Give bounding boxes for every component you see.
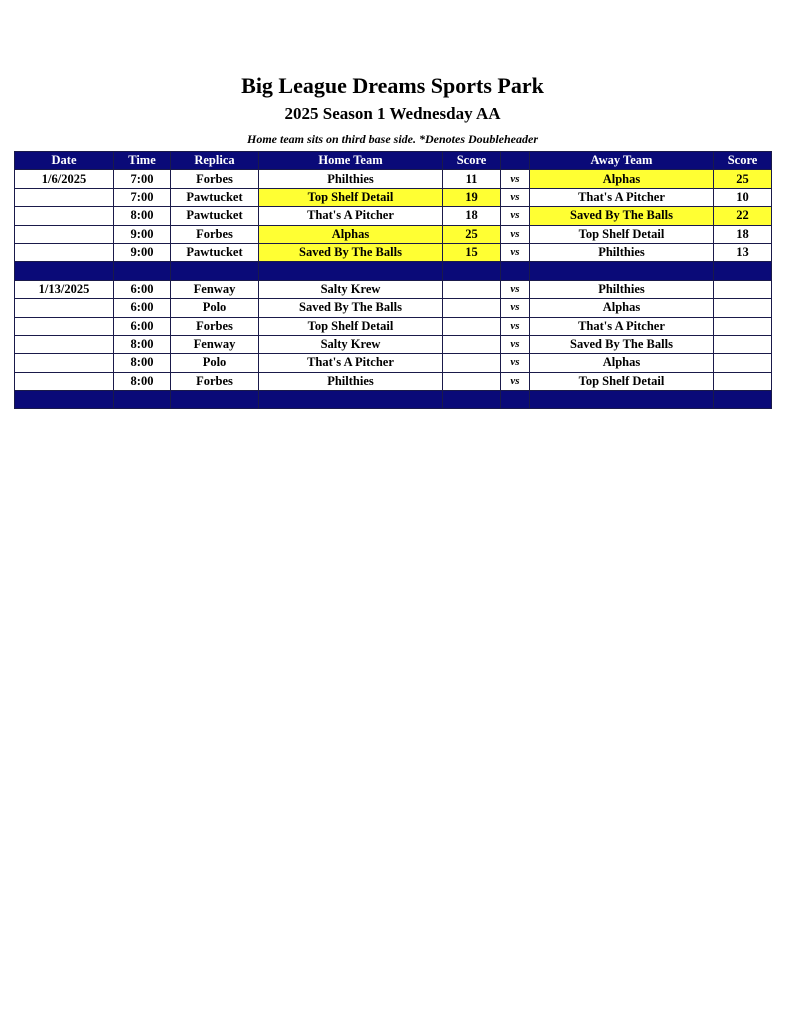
replica-cell: Forbes (171, 225, 259, 243)
replica-cell: Forbes (171, 170, 259, 188)
vs-cell: vs (501, 372, 530, 390)
date-cell (15, 299, 114, 317)
home-score-cell: 19 (443, 188, 501, 206)
time-cell: 9:00 (114, 243, 171, 261)
home-team-cell: Alphas (259, 225, 443, 243)
away-score-cell: 13 (714, 243, 772, 261)
separator-cell (443, 391, 501, 409)
date-cell (15, 317, 114, 335)
separator-cell (171, 262, 259, 280)
away-team-cell: Alphas (530, 299, 714, 317)
separator-cell (530, 262, 714, 280)
home-team-cell: Top Shelf Detail (259, 188, 443, 206)
column-header-away-team: Away Team (530, 152, 714, 170)
home-team-cell: Philthies (259, 372, 443, 390)
away-score-cell (714, 280, 772, 298)
table-row (15, 299, 772, 317)
away-score-cell (714, 317, 772, 335)
schedule-table (14, 151, 772, 409)
table-row (15, 188, 772, 206)
time-cell: 8:00 (114, 335, 171, 353)
table-row (15, 317, 772, 335)
doubleheader-note: Home team sits on third base side. *Denotes Doubleheader (247, 132, 538, 146)
time-cell: 8:00 (114, 207, 171, 225)
separator-cell (501, 262, 530, 280)
replica-cell: Pawtucket (171, 188, 259, 206)
date-cell (15, 335, 114, 353)
home-score-cell: 18 (443, 207, 501, 225)
separator-cell (114, 262, 171, 280)
away-score-cell (714, 372, 772, 390)
date-cell (15, 225, 114, 243)
column-header-time: Time (114, 152, 171, 170)
vs-cell: vs (501, 243, 530, 261)
away-team-cell: That's A Pitcher (530, 188, 714, 206)
away-score-cell: 18 (714, 225, 772, 243)
replica-cell: Fenway (171, 280, 259, 298)
home-score-cell (443, 299, 501, 317)
separator-cell (114, 391, 171, 409)
vs-cell: vs (501, 207, 530, 225)
date-cell (15, 372, 114, 390)
home-team-cell: Salty Krew (259, 335, 443, 353)
separator-cell (15, 262, 114, 280)
schedule-body (15, 170, 772, 409)
column-header-home-score: Score (443, 152, 501, 170)
home-team-cell: Saved By The Balls (259, 243, 443, 261)
away-team-cell: Saved By The Balls (530, 207, 714, 225)
time-cell: 6:00 (114, 317, 171, 335)
replica-cell: Polo (171, 299, 259, 317)
date-cell (15, 188, 114, 206)
home-team-cell: Top Shelf Detail (259, 317, 443, 335)
home-team-cell: Salty Krew (259, 280, 443, 298)
page-subtitle: 2025 Season 1 Wednesday AA (284, 104, 501, 123)
home-team-cell: That's A Pitcher (259, 207, 443, 225)
home-score-cell (443, 354, 501, 372)
replica-cell: Pawtucket (171, 207, 259, 225)
column-header-vs (501, 152, 530, 170)
away-score-cell: 10 (714, 188, 772, 206)
table-row (15, 243, 772, 261)
separator-cell (714, 262, 772, 280)
page-title: Big League Dreams Sports Park (241, 73, 544, 98)
date-cell (15, 354, 114, 372)
time-cell: 8:00 (114, 354, 171, 372)
date-cell (15, 243, 114, 261)
replica-cell: Forbes (171, 317, 259, 335)
vs-cell: vs (501, 188, 530, 206)
away-team-cell: Philthies (530, 280, 714, 298)
separator-cell (443, 262, 501, 280)
replica-cell: Pawtucket (171, 243, 259, 261)
time-cell: 6:00 (114, 280, 171, 298)
away-team-cell: Saved By The Balls (530, 335, 714, 353)
home-score-cell (443, 335, 501, 353)
time-cell: 7:00 (114, 188, 171, 206)
away-team-cell: Top Shelf Detail (530, 225, 714, 243)
table-row (15, 225, 772, 243)
home-score-cell: 15 (443, 243, 501, 261)
vs-cell: vs (501, 225, 530, 243)
replica-cell: Forbes (171, 372, 259, 390)
table-row (15, 280, 772, 298)
separator-cell (171, 391, 259, 409)
time-cell: 8:00 (114, 372, 171, 390)
date-cell (15, 207, 114, 225)
table-row (15, 207, 772, 225)
away-score-cell: 25 (714, 170, 772, 188)
table-row (15, 170, 772, 188)
vs-cell: vs (501, 354, 530, 372)
column-header-away-score: Score (714, 152, 772, 170)
table-row (15, 372, 772, 390)
column-header-replica: Replica (171, 152, 259, 170)
separator-cell (714, 391, 772, 409)
vs-cell: vs (501, 317, 530, 335)
vs-cell: vs (501, 280, 530, 298)
week-separator-row (15, 262, 772, 280)
date-cell: 1/6/2025 (15, 170, 114, 188)
away-score-cell (714, 299, 772, 317)
away-team-cell: Alphas (530, 170, 714, 188)
column-header-home-team: Home Team (259, 152, 443, 170)
replica-cell: Polo (171, 354, 259, 372)
time-cell: 7:00 (114, 170, 171, 188)
column-header-date: Date (15, 152, 114, 170)
date-cell: 1/13/2025 (15, 280, 114, 298)
home-score-cell (443, 317, 501, 335)
table-row (15, 335, 772, 353)
home-team-cell: Saved By The Balls (259, 299, 443, 317)
home-team-cell: That's A Pitcher (259, 354, 443, 372)
away-score-cell (714, 335, 772, 353)
replica-cell: Fenway (171, 335, 259, 353)
home-score-cell: 11 (443, 170, 501, 188)
separator-cell (501, 391, 530, 409)
away-team-cell: Philthies (530, 243, 714, 261)
away-team-cell: Alphas (530, 354, 714, 372)
away-team-cell: That's A Pitcher (530, 317, 714, 335)
home-score-cell (443, 372, 501, 390)
vs-cell: vs (501, 335, 530, 353)
home-team-cell: Philthies (259, 170, 443, 188)
away-score-cell: 22 (714, 207, 772, 225)
vs-cell: vs (501, 299, 530, 317)
separator-cell (530, 391, 714, 409)
away-score-cell (714, 354, 772, 372)
table-row (15, 354, 772, 372)
home-score-cell (443, 280, 501, 298)
time-cell: 6:00 (114, 299, 171, 317)
time-cell: 9:00 (114, 225, 171, 243)
separator-cell (259, 391, 443, 409)
home-score-cell: 25 (443, 225, 501, 243)
separator-cell (259, 262, 443, 280)
vs-cell: vs (501, 170, 530, 188)
away-team-cell: Top Shelf Detail (530, 372, 714, 390)
separator-cell (15, 391, 114, 409)
week-separator-row (15, 391, 772, 409)
header-row (15, 152, 772, 170)
